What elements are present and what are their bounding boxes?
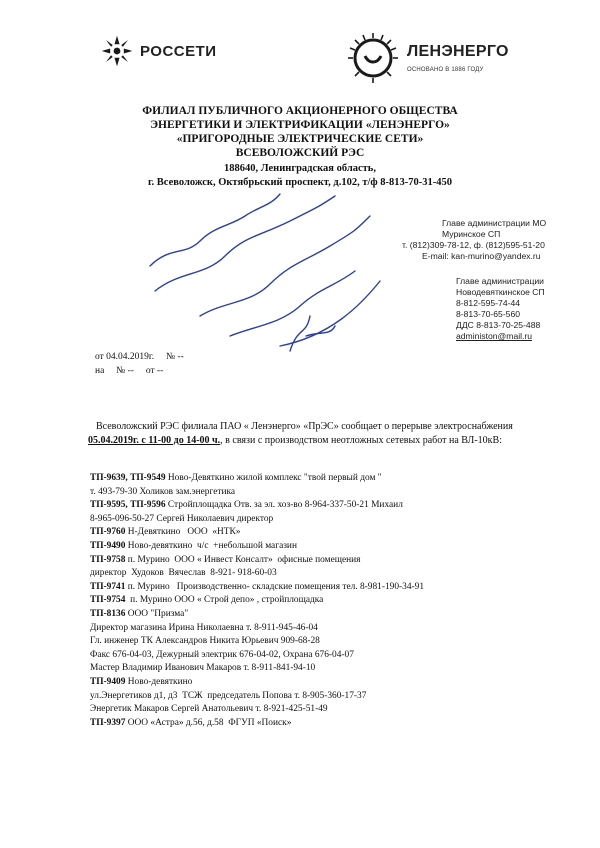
- notice-reason: , в связи с производством неотложных сетевых работ на ВЛ-10кВ:: [220, 435, 502, 446]
- letterhead: [0, 104, 600, 190]
- list-item: [90, 540, 570, 554]
- lenenergo-emblem-icon: [345, 30, 401, 86]
- notice-date-line: [88, 434, 568, 448]
- list-item: [90, 486, 570, 500]
- recipient-2-dds: ДДС 8-813-70-25-488: [456, 320, 541, 330]
- list-item: [90, 526, 570, 540]
- entry-text: ООО «Астра» д.56, д.58 ФГУП «Поиск»: [125, 717, 292, 728]
- entry-text: ООО "Призма": [125, 608, 189, 619]
- handwritten-resolution: [130, 186, 400, 356]
- list-item: [90, 649, 570, 663]
- entry-text: Ново-девяткино: [125, 676, 193, 687]
- substation-id: ТП-9754: [90, 595, 126, 606]
- recipient-2-phone-1: 8-812-595-74-44: [456, 298, 521, 308]
- entry-text: 8-965-096-50-27 Сергей Николаевич директор: [90, 513, 274, 524]
- entry-text: Ново-девяткино ч/с +небольшой магазин: [125, 540, 297, 551]
- list-item: [90, 567, 570, 581]
- header-line-2: ЭНЕРГЕТИКИ И ЭЛЕКТРИФИКАЦИИ «ЛЕНЭНЕРГО»: [150, 119, 450, 131]
- list-item: [90, 472, 570, 486]
- entry-text: Гл. инженер ТК Александров Никита Юрьевич 909-68-28: [90, 636, 320, 647]
- header-line-4: ВСЕВОЛОЖСКИЙ РЭС: [235, 147, 365, 159]
- recipient-2-title: Главе администрации: [456, 276, 544, 286]
- substation-id: ТП-8136: [90, 608, 126, 619]
- entry-text: Ново-Девяткино жилой комплекс "твой первый дом ": [165, 473, 382, 483]
- recipient-1-phone: т. (812)309-78-12, ф. (812)595-51-20: [402, 240, 545, 250]
- entry-text: ул.Энергетиков д1, д3 ТСЖ председатель Попова т. 8-905-360-17-37: [90, 690, 367, 701]
- entry-text: п. Мурино ООО « Инвест Консалт» офисные помещения: [125, 554, 361, 565]
- recipient-2-email: administon@mail.ru: [456, 331, 533, 341]
- list-item: [90, 554, 570, 568]
- lenenergo-wordmark: ЛЕНЭНЕРГО: [407, 43, 509, 60]
- recipient-2-org: Новодевяткинское СП: [456, 287, 545, 297]
- outage-time: 05.04.2019г. с 11-00 до 14-00 ч.: [88, 435, 221, 446]
- lenenergo-logo: [345, 30, 509, 86]
- entry-text: Директор магазина Ирина Николаевна т. 8-911-945-46-04: [90, 622, 318, 633]
- list-item: [90, 594, 570, 608]
- recipient-1-title: Главе администрации МО: [442, 218, 547, 228]
- entry-text: п. Мурино Производственно- складские помещения тел. 8-981-190-34-91: [125, 581, 425, 592]
- affected-substations-list: [90, 472, 570, 730]
- substation-id: ТП-9490: [90, 540, 126, 551]
- list-item: [90, 676, 570, 690]
- substation-id: ТП-9741: [90, 581, 126, 592]
- rosseti-wordmark: РОССЕТИ: [140, 42, 217, 60]
- substation-id: ТП-9760: [90, 527, 126, 538]
- recipient-1-org: Муринское СП: [442, 229, 501, 239]
- list-item: [90, 608, 570, 622]
- list-item: [90, 690, 570, 704]
- entry-text: Мастер Владимир Иванович Макаров т. 8-911-841-94-10: [90, 663, 316, 674]
- list-item: [90, 622, 570, 636]
- substation-id: ТП-9595, ТП-9596: [90, 500, 166, 511]
- letter-reference-date: от 04.04.2019г. № --: [95, 352, 184, 362]
- substation-id: ТП-9639, ТП-9549: [90, 473, 166, 483]
- notice-paragraph: [88, 420, 568, 448]
- rosseti-emblem-icon: [100, 34, 134, 68]
- list-item: [90, 513, 570, 527]
- substation-id: ТП-9758: [90, 554, 126, 565]
- header-address-1: 188640, Ленинградская область,: [224, 163, 376, 174]
- entry-text: т. 493-79-30 Холиков зам.энергетика: [90, 486, 236, 497]
- list-item: [90, 662, 570, 676]
- entry-text: Н-Девяткино ООО «НТК»: [125, 527, 241, 538]
- recipient-novodevyatkino: [456, 276, 545, 342]
- notice-intro: Всеволожский РЭС филиала ПАО « Ленэнерго» «ПрЭС» сообщает о перерыве электроснабжения: [96, 421, 513, 432]
- header-line-1: ФИЛИАЛ ПУБЛИЧНОГО АКЦИОНЕРНОГО ОБЩЕСТВА: [142, 105, 458, 117]
- header-line-3: «ПРИГОРОДНЫЕ ЭЛЕКТРИЧЕСКИЕ СЕТИ»: [176, 133, 424, 145]
- entry-text: п. Мурино ООО « Строй депо» , стройплощадка: [125, 595, 324, 606]
- list-item: [90, 499, 570, 513]
- entry-text: директор Худоков Вячеслав 8-921- 918-60-03: [90, 568, 277, 579]
- entry-text: Стройплощадка Отв. за эл. хоз-во 8-964-337-50-21 Михаил: [165, 500, 403, 511]
- list-item: [90, 703, 570, 717]
- substation-id: ТП-9397: [90, 717, 126, 728]
- header-address-2: г. Всеволожск, Октябрьский проспект, д.102, т/ф 8-813-70-31-450: [147, 177, 453, 188]
- list-item: [90, 717, 570, 731]
- recipient-2-phone-2: 8-813-70-65-560: [456, 309, 521, 319]
- recipient-1-email: E-mail: kan-murino@yandex.ru: [422, 251, 541, 261]
- entry-text: Факс 676-04-03, Дежурный электрик 676-04-02, Охрана 676-04-07: [90, 649, 354, 660]
- letter-reference-number: на № -- от --: [95, 366, 164, 376]
- lenenergo-founded: ОСНОВАНО В 1886 ГОДУ: [407, 67, 484, 73]
- substation-id: ТП-9409: [90, 676, 126, 687]
- list-item: [90, 635, 570, 649]
- recipient-murino: [402, 218, 546, 262]
- entry-text: Энергетик Макаров Сергей Анатольевич т. 8-921-425-51-49: [90, 704, 328, 715]
- list-item: [90, 581, 570, 595]
- rosseti-logo: [100, 34, 217, 68]
